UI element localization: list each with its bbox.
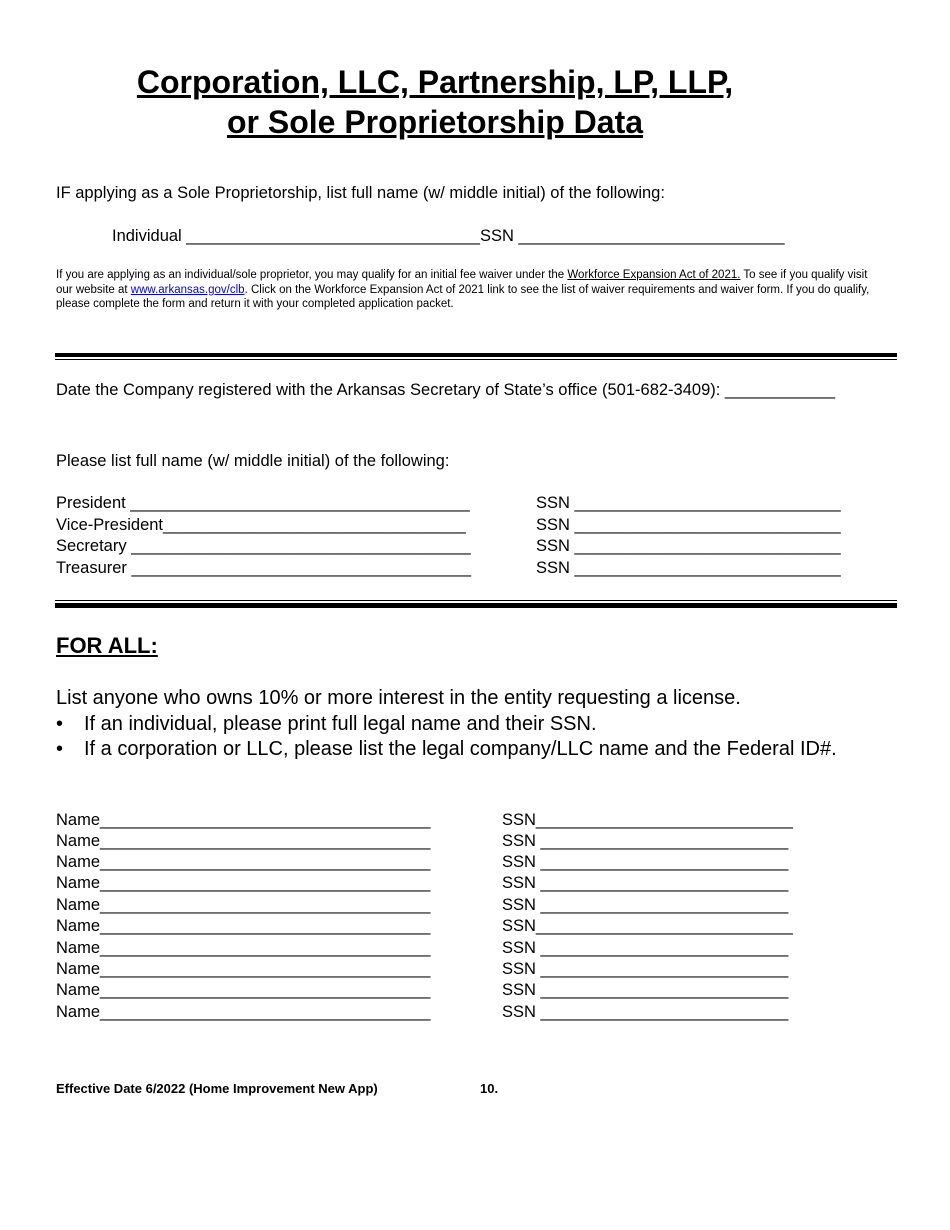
owner-name-field[interactable]: Name____________________________________ [56, 811, 431, 829]
section-divider-thin [55, 600, 897, 601]
page-title-line-1: Corporation, LLC, Partnership, LP, LLP, [136, 64, 734, 100]
effective-date: Effective Date 6/2022 (Home Improvement New App) [56, 1081, 378, 1096]
owner-ssn-field[interactable]: SSN ___________________________ [502, 981, 789, 999]
owner-name-field[interactable]: Name____________________________________ [56, 1003, 431, 1021]
owner-ssn-field[interactable]: SSN ___________________________ [502, 1003, 789, 1021]
owner-name-field[interactable]: Name____________________________________ [56, 981, 431, 999]
notice-text-2: To see if you qualify visit our website at [56, 269, 868, 296]
owner-name-field[interactable]: Name____________________________________ [56, 832, 431, 850]
page-number: 10. [480, 1081, 499, 1096]
owner-ssn-field[interactable]: SSN ___________________________ [502, 853, 789, 871]
owners-instruction: List anyone who owns 10% or more interest in the entity requesting a license. [56, 687, 741, 709]
owner-ssn-field[interactable]: SSN ___________________________ [502, 832, 789, 850]
individual-ssn-field[interactable]: Individual ________________________________SSN _____________________________ [112, 227, 785, 245]
vice-president-ssn-field[interactable]: SSN _____________________________ [536, 516, 841, 534]
bullet-item [56, 737, 876, 787]
vice-president-name-field[interactable]: Vice-President_________________________________ [56, 516, 466, 534]
page-title-line-2: or Sole Proprietorship Data [226, 104, 644, 140]
secretary-name-field[interactable]: Secretary _____________________________________ [56, 537, 471, 555]
bullet-icon: • [56, 738, 64, 760]
bullet-icon: • [56, 713, 64, 735]
secretary-ssn-field[interactable]: SSN _____________________________ [536, 537, 841, 555]
owner-ssn-field[interactable]: SSN ___________________________ [502, 960, 789, 978]
owner-name-field[interactable]: Name____________________________________ [56, 874, 431, 892]
section-divider [55, 353, 897, 357]
bullet-item [56, 712, 876, 737]
treasurer-ssn-field[interactable]: SSN _____________________________ [536, 559, 841, 577]
sole-prop-instruction: IF applying as a Sole Proprietorship, list full name (w/ middle initial) of the following: [56, 184, 665, 202]
owner-ssn-field[interactable]: SSN ___________________________ [502, 896, 789, 914]
treasurer-name-field[interactable]: Treasurer _____________________________________ [56, 559, 472, 577]
owner-ssn-field[interactable]: SSN____________________________ [502, 917, 793, 935]
president-name-field[interactable]: President _____________________________________ [56, 494, 470, 512]
notice-text-1: If you are applying as an individual/sole proprietor, you may qualify for an initial fee waiver under the [56, 269, 568, 281]
owner-name-field[interactable]: Name____________________________________ [56, 853, 431, 871]
owner-ssn-field[interactable]: SSN ___________________________ [502, 874, 789, 892]
bullet-text: If a corporation or LLC, please list the legal company/LLC name and the Federal ID#. [84, 738, 837, 760]
owner-name-field[interactable]: Name____________________________________ [56, 939, 431, 957]
fee-waiver-notice [56, 268, 886, 312]
owner-ssn-field[interactable]: SSN ___________________________ [502, 939, 789, 957]
section-divider-thin [55, 359, 897, 360]
officers-instruction: Please list full name (w/ middle initial) of the following: [56, 452, 450, 470]
section-divider [55, 603, 897, 608]
owner-name-field[interactable]: Name____________________________________ [56, 917, 431, 935]
website-link[interactable]: www.arkansas.gov/clb [130, 283, 245, 296]
owner-name-field[interactable]: Name____________________________________ [56, 960, 431, 978]
for-all-heading: FOR ALL: [56, 633, 158, 658]
bullet-text: If an individual, please print full legal name and their SSN. [84, 713, 597, 735]
president-ssn-field[interactable]: SSN _____________________________ [536, 494, 841, 512]
owner-name-field[interactable]: Name____________________________________ [56, 896, 431, 914]
workforce-act-reference: Workforce Expansion Act of 2021. [567, 269, 741, 281]
notice-text-3: . Click on the Workforce Expansion Act of 2021 link to see the list of waiver requirements and waiver form. If you do qualify, please complete the form and return it with your completed application packet. [56, 283, 870, 310]
registration-date-field[interactable]: Date the Company registered with the Arkansas Secretary of State’s office (501-682-3409): ____________ [56, 381, 836, 399]
owner-ssn-field[interactable]: SSN____________________________ [502, 811, 793, 829]
